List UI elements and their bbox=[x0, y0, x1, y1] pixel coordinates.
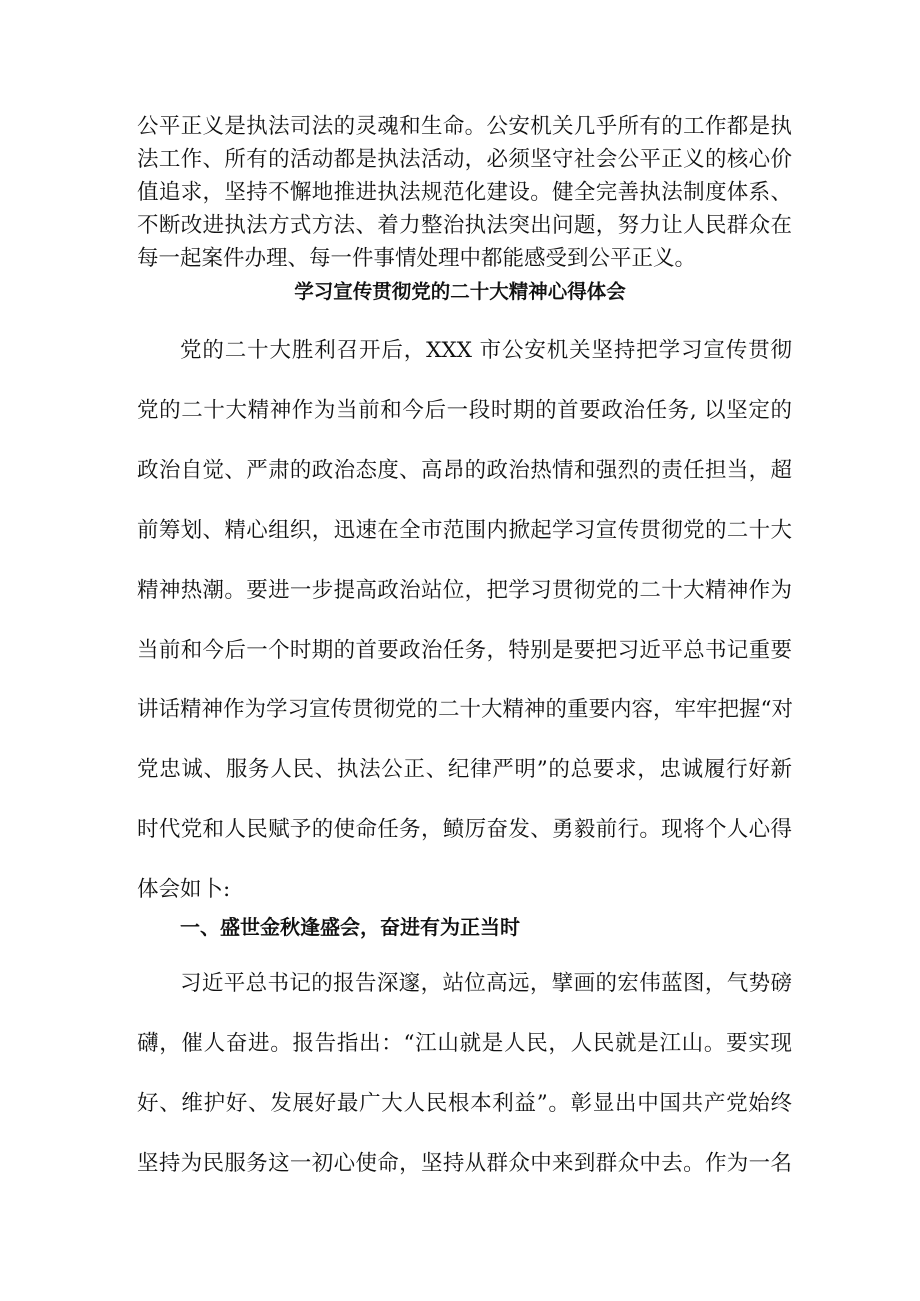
intro-line: 公平正义是执法司法的灵魂和生命。公安机关几乎所有的工作都是执 bbox=[137, 114, 792, 139]
paragraph-line: 好、维护好、发展好最广大人民根本利益”。彰显出中国共产党始终 bbox=[137, 1091, 792, 1116]
paragraph-line: 礴，催人奋进。报告指出：“江山就是人民，人民就是江山。要实现 bbox=[137, 1031, 792, 1056]
paragraph-line: 前筹划、精心组织，迅速在全市范围内掀起学习宣传贯彻党的二十大 bbox=[137, 518, 792, 543]
article-title: 学习宣传贯彻党的二十大精神心得体会 bbox=[294, 280, 626, 303]
intro-line: 每一起案件办理、每一件事情处理中都能感受到公平正义。 bbox=[137, 246, 697, 271]
paragraph-line: 讲话精神作为学习宣传贯彻党的二十大精神的重要内容，牢牢把握“对 bbox=[137, 697, 793, 722]
paragraph-line: 习近平总书记的报告深邃，站位高远，擘画的宏伟蓝图，气势磅 bbox=[180, 971, 792, 996]
paragraph-line: 党的二十大精神作为当前和今后一段时期的首要政治任务, 以坚定的 bbox=[137, 398, 792, 423]
paragraph-line: 政治自觉、严肃的政治态度、高昂的政治热情和强烈的责任担当，超 bbox=[137, 458, 792, 483]
paragraph-line: 坚持为民服务这一初心使命，坚持从群众中来到群众中去。作为一名 bbox=[137, 1151, 792, 1176]
paragraph-line: 时代党和人民赋予的使命任务，鲼厉奋发、勇毅前行。现将个人心得 bbox=[137, 817, 792, 842]
paragraph-line: 精神热潮。要进一步提高政治站位，把学习贯彻党的二十大精神作为 bbox=[137, 578, 792, 603]
paragraph-line: 党忠诚、服务人民、执法公正、纪律严明”的总要求，忠诚履行好新 bbox=[137, 757, 792, 782]
intro-line: 不断改进执法方式方法、着力整治执法突出问题，努力让人民群众在 bbox=[137, 213, 792, 238]
paragraph-line: 体会如卜: bbox=[137, 877, 231, 902]
paragraph-line: 党的二十大胜利召开后，XXX 市公安机关坚持把学习宣传贯彻 bbox=[180, 338, 792, 363]
paragraph-line: 当前和今后一个时期的首要政治任务，特别是要把习近平总书记重要 bbox=[137, 638, 792, 663]
intro-line: 法工作、所有的活动都是执法活动，必须坚守社会公平正义的核心价 bbox=[137, 147, 792, 172]
intro-line: 值追求，坚持不懈地推进执法规范化建设。健全完善执法制度体系、 bbox=[137, 180, 792, 205]
section-heading: 一、盛世金秋逢盛会，奋进有为正当时 bbox=[180, 915, 520, 939]
